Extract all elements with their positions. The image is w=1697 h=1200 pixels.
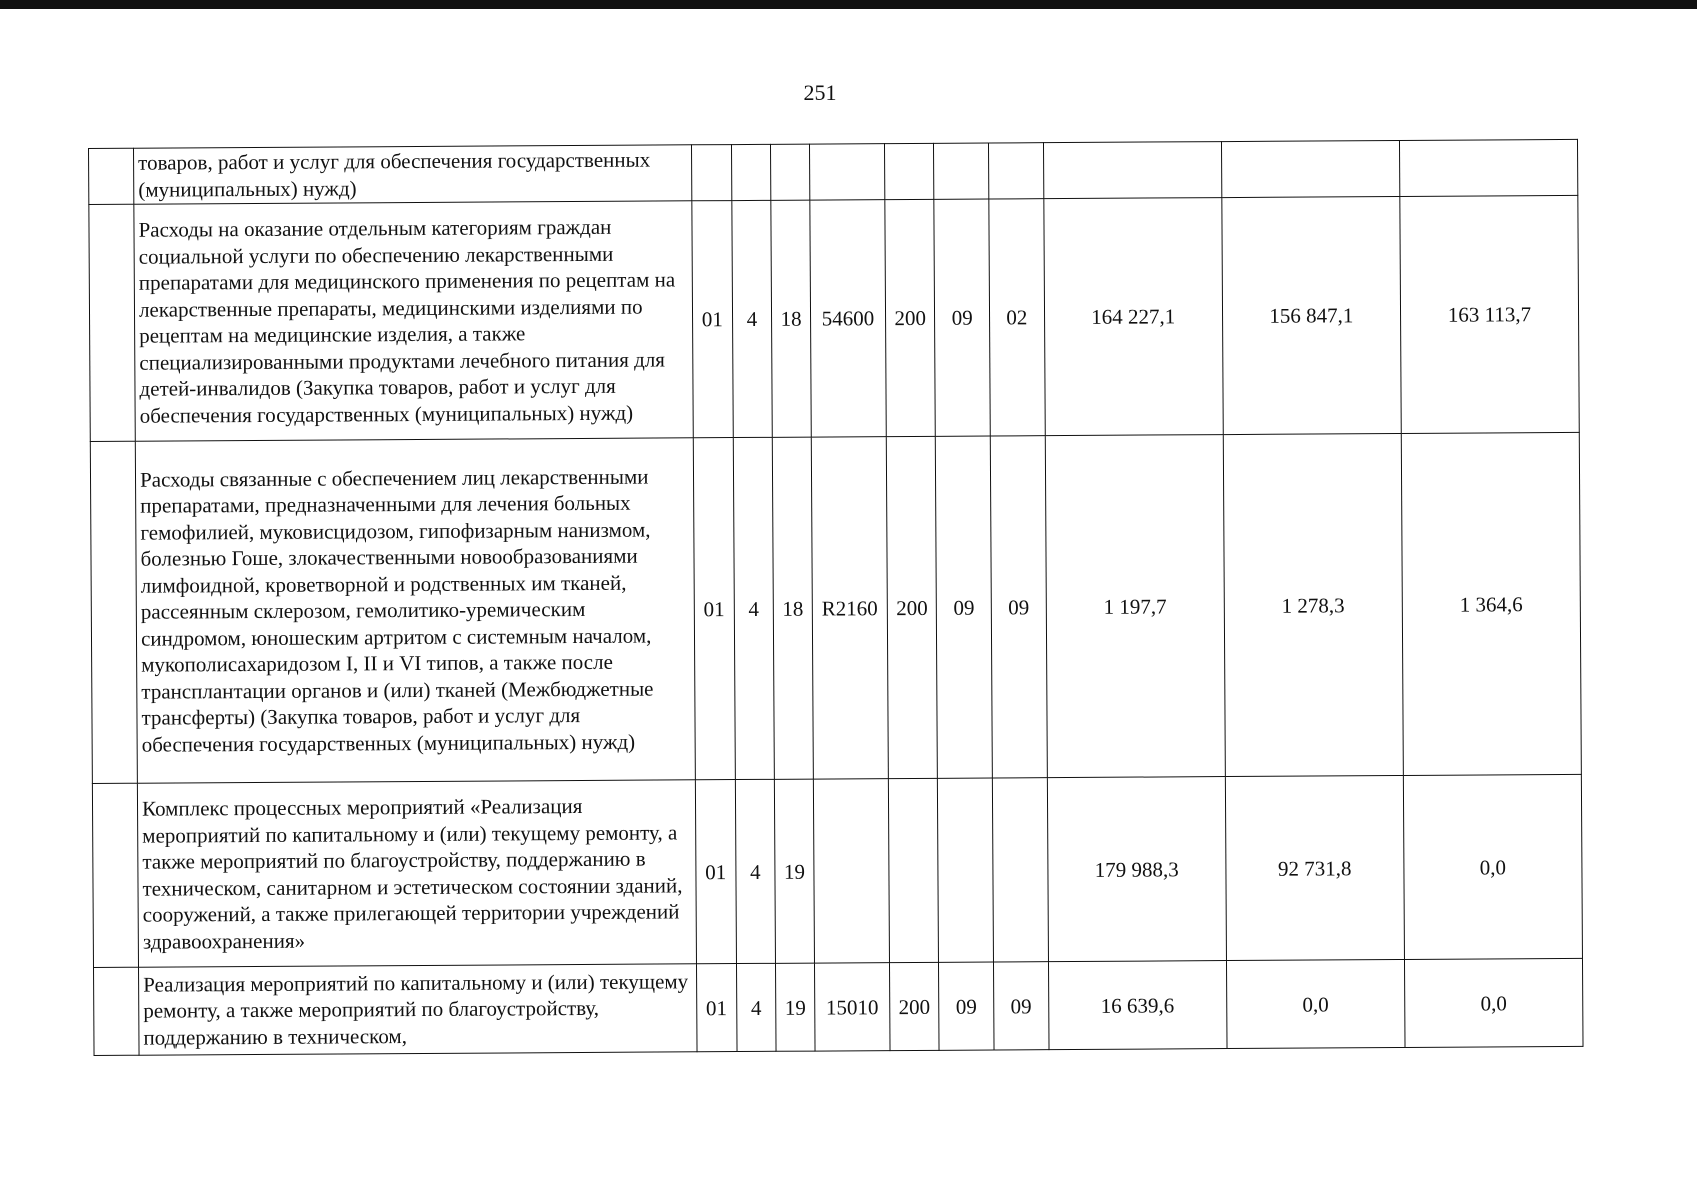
direction-code-cell: 54600 [810, 200, 887, 437]
expense-type-cell: 200 [885, 199, 936, 436]
table-row [92, 774, 1582, 967]
subsection-cell: 09 [993, 962, 1048, 1050]
row-number-cell [90, 441, 137, 783]
amount-year-3-cell: 0,0 [1403, 774, 1582, 959]
description-cell: Комплекс процессных мероприятий «Реализация мероприятий по капитальному и (или) текущему ремонту, а также мероприятий по благоустройству, поддержанию в техническом, санитарном и эстетическом состоянии зданий, сооружений, а также прилегающей территории учреждений здравоохранения» [137, 780, 696, 967]
subsection-cell: 09 [990, 436, 1047, 778]
direction-code-cell [809, 144, 884, 200]
amount-year-2-cell: 156 847,1 [1222, 196, 1402, 434]
complex-code-cell: 19 [776, 963, 815, 1051]
table-row [89, 195, 1579, 441]
subprogram-code-cell: 4 [736, 963, 776, 1051]
expense-type-cell [884, 143, 934, 199]
amount-year-3-cell: 163 113,7 [1400, 195, 1580, 433]
amount-year-3-cell: 0,0 [1404, 958, 1583, 1047]
amount-year-2-cell: 0,0 [1226, 959, 1405, 1048]
expense-type-cell: 200 [886, 436, 937, 778]
amount-year-3-cell: 1 364,6 [1401, 432, 1581, 775]
complex-code-cell: 18 [771, 200, 811, 437]
program-code-cell [691, 145, 731, 201]
program-code-cell: 01 [695, 780, 736, 964]
amount-year-1-cell: 1 197,7 [1045, 435, 1225, 778]
scan-top-edge [0, 0, 1697, 9]
section-cell [934, 143, 989, 199]
description-cell: товаров, работ и услуг для обеспечения государственных (муниципальных) нужд) [134, 145, 692, 204]
subprogram-code-cell [731, 144, 771, 200]
complex-code-cell: 18 [773, 437, 814, 779]
description-cell: Расходы связанные с обеспечением лиц лекарственными препаратами, предназначенными для лечения больных гемофилией, муковисцидозом, гипофизарным нанизмом, болезнью Гоше, злокачественными новообразованиями лимфоидной, кроветворной и родственных им тканей, рассеянным склерозом, гемолитико-уремическим синдромом, юношеским артритом с системным началом, мукополисахаридозом I, II и VI типов, а также после трансплантации органов и (или) тканей (Межбюджетные трансферты) (Закупка товаров, работ и услуг для обеспечения государственных (муниципальных) нужд) [135, 438, 695, 783]
amount-year-1-cell: 164 227,1 [1044, 198, 1224, 436]
amount-year-2-cell: 1 278,3 [1223, 433, 1403, 776]
subsection-cell [988, 143, 1043, 199]
subsection-cell: 02 [989, 199, 1045, 436]
row-number-cell [94, 967, 140, 1055]
expense-type-cell: 200 [889, 962, 939, 1050]
direction-code-cell [813, 779, 889, 963]
row-number-cell [92, 783, 138, 967]
section-cell: 09 [934, 199, 990, 436]
amount-year-1-cell: 179 988,3 [1047, 777, 1226, 962]
row-number-cell [89, 204, 135, 441]
amount-year-2-cell [1221, 140, 1399, 197]
table-row [89, 139, 1578, 204]
section-cell [938, 778, 994, 962]
section-cell: 09 [939, 962, 994, 1050]
amount-year-2-cell: 92 731,8 [1225, 775, 1404, 960]
subprogram-code-cell: 4 [733, 437, 775, 779]
amount-year-3-cell [1399, 139, 1577, 196]
expense-type-cell [888, 778, 938, 962]
amount-year-1-cell: 16 639,6 [1048, 961, 1227, 1050]
table-row [94, 958, 1584, 1055]
subprogram-code-cell: 4 [735, 779, 776, 963]
page-number: 251 [803, 80, 837, 105]
complex-code-cell: 19 [775, 779, 815, 963]
direction-code-cell: R2160 [811, 437, 888, 779]
subsection-cell [992, 778, 1048, 962]
program-code-cell: 01 [692, 201, 733, 438]
description-cell: Реализация мероприятий по капитальному и (или) текущему ремонту, а также мероприятий по благоустройству, поддержанию в техническом, [139, 964, 697, 1055]
section-cell: 09 [936, 436, 993, 778]
table-row [90, 432, 1581, 783]
description-cell: Расходы на оказание отдельным категориям граждан социальной услуги по обеспечению лекарственными препаратами для медицинского применения по рецептам на лекарственные препараты, медицинскими изделиями по рецептам на медицинские изделия, а также специализированными продуктами лечебного питания для детей-инвалидов (Закупка товаров, работ и услуг для обеспечения государственных (муниципальных) нужд) [134, 201, 693, 441]
direction-code-cell: 15010 [814, 963, 890, 1051]
program-code-cell: 01 [693, 438, 735, 780]
subprogram-code-cell: 4 [731, 200, 772, 437]
program-code-cell: 01 [696, 964, 736, 1052]
amount-year-1-cell [1043, 142, 1221, 199]
row-number-cell [89, 148, 134, 204]
budget-table [88, 139, 1584, 1056]
complex-code-cell [771, 144, 810, 200]
